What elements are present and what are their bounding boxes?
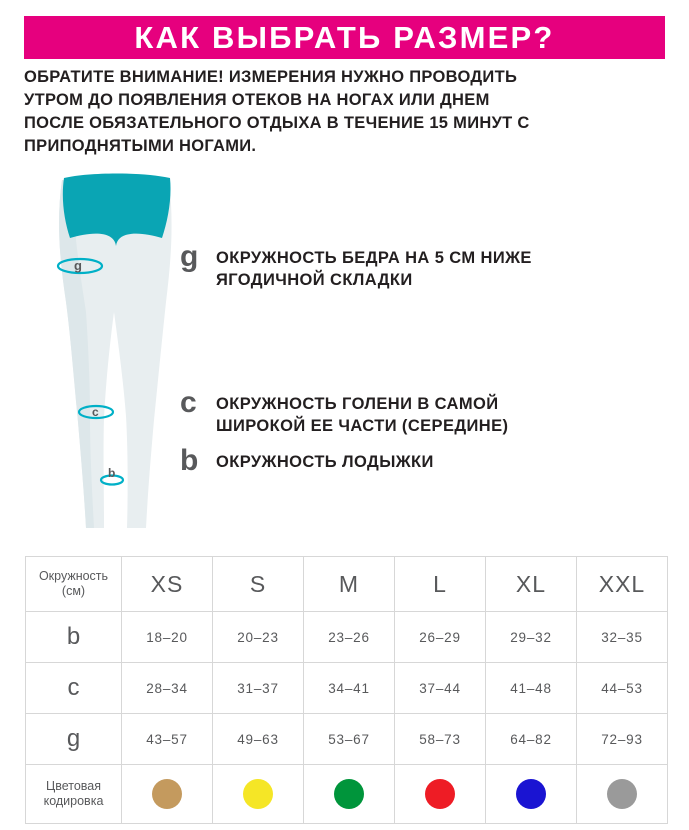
- size-table: [25, 556, 668, 824]
- legend-key-c: c: [180, 386, 197, 419]
- legend-item-g: [180, 240, 670, 291]
- shorts-shape: [63, 174, 171, 247]
- table-corner-cell: [26, 557, 122, 612]
- table-header-size-xxl: XXL: [577, 557, 668, 612]
- color-coding-label: [26, 765, 122, 824]
- legend-item-c: [180, 386, 670, 437]
- legend-text-g: [216, 244, 532, 291]
- legend-text-g-line2: ЯГОДИЧНОЙ СКЛАДКИ: [216, 271, 413, 289]
- size-table-wrapper: [25, 556, 668, 824]
- note-line-3: [24, 112, 669, 135]
- legend-item-b: [180, 444, 670, 477]
- b-marker-label: b: [108, 466, 116, 480]
- cell-b-l: 26–29: [395, 612, 486, 663]
- table-header-size-m: M: [304, 557, 395, 612]
- attention-note: [24, 66, 669, 158]
- legs-illustration: [30, 172, 190, 542]
- legend-text-b: [216, 448, 434, 473]
- table-corner-line2: (см): [61, 584, 86, 598]
- legend-key-b: b: [180, 444, 199, 477]
- color-swatch-s: [243, 779, 273, 809]
- color-swatch-xl: [516, 779, 546, 809]
- table-row-b: [26, 612, 668, 663]
- color-cell-xs: [122, 765, 213, 824]
- legend-text-g-line1: ОКРУЖНОСТЬ БЕДРА НА 5 СМ НИЖЕ: [216, 249, 532, 267]
- cell-g-m: 53–67: [304, 714, 395, 765]
- note-line-3-text: ПОСЛЕ ОБЯЗАТЕЛЬНОГО ОТДЫХА В ТЕЧЕНИЕ 15 МИНУТ С: [24, 114, 530, 132]
- color-coding-label-line1: Цветовая: [45, 779, 102, 793]
- table-row-label-b: b: [26, 612, 122, 663]
- note-line-1: ОБРАТИТЕ ВНИМАНИЕ! ИЗМЕРЕНИЯ НУЖНО ПРОВОДИТЬ: [24, 68, 518, 86]
- cell-b-s: 20–23: [213, 612, 304, 663]
- cell-c-m: 34–41: [304, 663, 395, 714]
- cell-c-s: 31–37: [213, 663, 304, 714]
- table-corner-line1: Окружность: [38, 569, 109, 583]
- color-swatch-xxl: [607, 779, 637, 809]
- cell-g-s: 49–63: [213, 714, 304, 765]
- cell-g-l: 58–73: [395, 714, 486, 765]
- note-line-4: ПРИПОДНЯТЫМИ НОГАМИ.: [24, 137, 257, 155]
- table-row-label-c: c: [26, 663, 122, 714]
- cell-c-l: 37–44: [395, 663, 486, 714]
- cell-c-xxl: 44–53: [577, 663, 668, 714]
- cell-g-xl: 64–82: [486, 714, 577, 765]
- color-swatch-xs: [152, 779, 182, 809]
- cell-g-xxl: 72–93: [577, 714, 668, 765]
- legend-text-c: [216, 390, 508, 437]
- color-cell-m: [304, 765, 395, 824]
- table-header-size-s: S: [213, 557, 304, 612]
- table-header-size-l: L: [395, 557, 486, 612]
- color-cell-s: [213, 765, 304, 824]
- color-cell-xxl: [577, 765, 668, 824]
- legend-text-b-line1: ОКРУЖНОСТЬ ЛОДЫЖКИ: [216, 453, 434, 471]
- legend-text-c-line1: ОКРУЖНОСТЬ ГОЛЕНИ В САМОЙ: [216, 395, 499, 413]
- page-title-bar: [24, 16, 665, 59]
- color-cell-xl: [486, 765, 577, 824]
- legend-key-g: g: [180, 240, 199, 273]
- table-row-color-coding: [26, 765, 668, 824]
- table-header-size-xl: XL: [486, 557, 577, 612]
- cell-b-m: 23–26: [304, 612, 395, 663]
- cell-c-xl: 41–48: [486, 663, 577, 714]
- cell-b-xxl: 32–35: [577, 612, 668, 663]
- table-header-row: [26, 557, 668, 612]
- note-line-2-text: УТРОМ ДО ПОЯВЛЕНИЯ ОТЕКОВ НА НОГАХ ИЛИ ДНЕМ: [24, 91, 490, 109]
- cell-b-xs: 18–20: [122, 612, 213, 663]
- page-title: КАК ВЫБРАТЬ РАЗМЕР?: [134, 19, 555, 55]
- color-cell-l: [395, 765, 486, 824]
- table-row-c: [26, 663, 668, 714]
- cell-b-xl: 29–32: [486, 612, 577, 663]
- cell-c-xs: 28–34: [122, 663, 213, 714]
- note-line-2: [24, 89, 669, 112]
- color-swatch-l: [425, 779, 455, 809]
- table-row-label-g: g: [26, 714, 122, 765]
- table-header-size-xs: XS: [122, 557, 213, 612]
- color-coding-label-line2: кодировка: [43, 794, 104, 808]
- g-marker-label: g: [74, 258, 82, 273]
- color-swatch-m: [334, 779, 364, 809]
- legend-text-c-line2: ШИРОКОЙ ЕЕ ЧАСТИ (СЕРЕДИНЕ): [216, 417, 509, 435]
- c-marker-label: c: [92, 405, 99, 419]
- table-row-g: [26, 714, 668, 765]
- cell-g-xs: 43–57: [122, 714, 213, 765]
